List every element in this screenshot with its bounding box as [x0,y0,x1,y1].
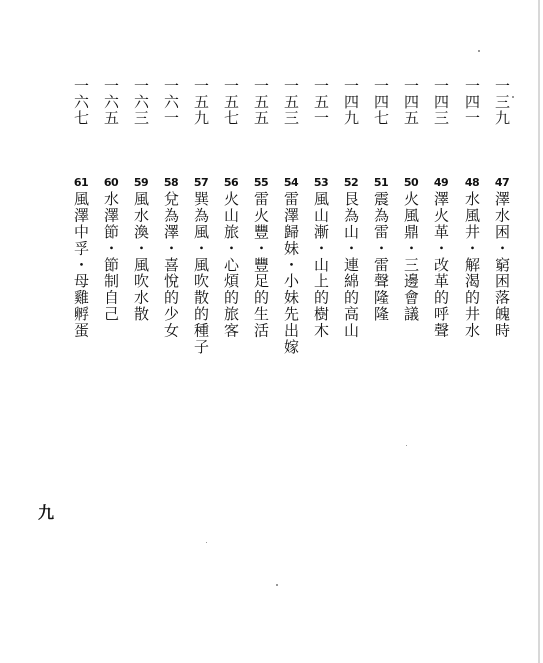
toc-page-number: 一五三 [282,78,300,126]
toc-entry-number: 51 [373,176,389,189]
toc-page-number: 一四七 [372,78,390,126]
scan-speck [206,542,207,543]
toc-entry-number: 59 [133,176,149,189]
toc-entry-title: 澤火革・改革的呼聲 [432,191,450,339]
toc-entry-number: 58 [163,176,179,189]
toc-entry-number: 61 [73,176,89,189]
toc-entry-title: 巽為風・風吹散的種子 [192,191,210,355]
toc-page-number: 一五七 [222,78,240,126]
toc-entry-number: 57 [193,176,209,189]
toc-entry-number: 54 [283,176,299,189]
scan-speck [276,584,278,586]
toc-entry-number: 60 [103,176,119,189]
toc-page-number: 一三九 [493,78,511,126]
toc-entry-title: 雷澤歸妹・小妹先出嫁 [282,191,300,355]
toc-page-number: 一四九 [342,78,360,126]
toc-entry-title: 風澤中孚・母雞孵蛋 [72,191,90,339]
toc-entry-title: 震為雷・雷聲隆隆 [372,191,390,323]
toc-page-number: 一五一 [312,78,330,126]
toc-page-number: 一六一 [162,78,180,126]
toc-entry-title: 火山旅・心煩的旅客 [222,191,240,339]
scan-speck [512,96,514,98]
folio-page-number: 九 [38,503,55,522]
toc-page-number: 一五五 [252,78,270,126]
toc-entry-title: 澤水困・窮困落魄時 [493,191,511,339]
toc-entry-number: 49 [433,176,449,189]
toc-page-number: 一四三 [432,78,450,126]
toc-entry-number: 48 [464,176,480,189]
toc-entry-title: 艮為山・連綿的高山 [342,191,360,339]
scan-speck [478,50,480,52]
toc-entry-title: 風山漸・山上的樹木 [312,191,330,339]
toc-page-number: 一四一 [463,78,481,126]
toc-entry-number: 56 [223,176,239,189]
toc-page-number: 一六五 [102,78,120,126]
toc-entry-title: 火風鼎・三邊會議 [402,191,420,323]
toc-page-number: 一四五 [402,78,420,126]
toc-entry-title: 風水渙・風吹水散 [132,191,150,323]
toc-entry-title: 兌為澤・喜悅的少女 [162,191,180,339]
toc-entry-title: 水風井・解渴的井水 [463,191,481,339]
toc-page-number: 一六三 [132,78,150,126]
toc-entry-number: 53 [313,176,329,189]
page-edge [538,0,540,663]
toc-entry-number: 52 [343,176,359,189]
toc-entry-number: 47 [494,176,510,189]
toc-entry-title: 雷火豐・豐足的生活 [252,191,270,339]
toc-page-number: 一五九 [192,78,210,126]
toc-entry-number: 55 [253,176,269,189]
scan-speck [406,445,407,446]
toc-entry-number: 50 [403,176,419,189]
toc-page-number: 一六七 [72,78,90,126]
toc-entry-title: 水澤節・節制自己 [102,191,120,323]
